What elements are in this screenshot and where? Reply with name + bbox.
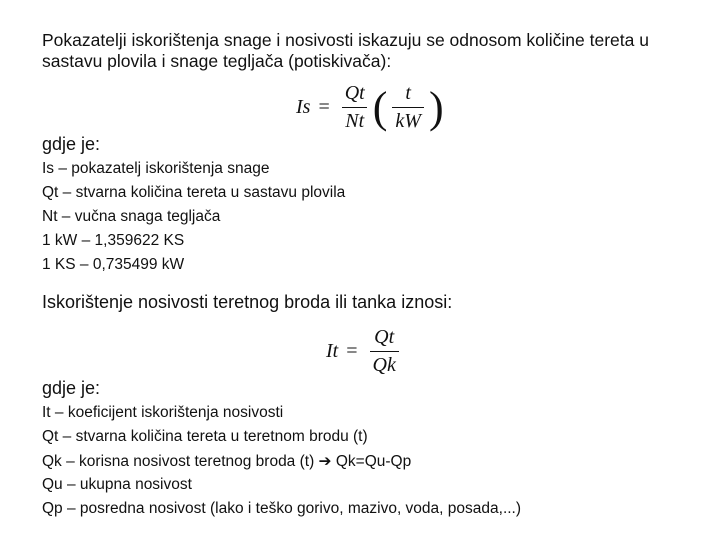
formula-is-paren-open: (: [372, 82, 388, 132]
defs2-item: Qp – posredna nosivost (lako i teško gorivo, mazivo, voda, posada,...): [42, 500, 522, 517]
formula-it-denominator: Qk: [370, 351, 399, 377]
formula-it: [326, 326, 403, 377]
formula-it-fraction: [370, 326, 399, 377]
formula-is-equals: =: [318, 96, 330, 118]
defs1-item: Nt – vučna snaga tegljača: [42, 208, 221, 225]
defs1-heading: gdje je:: [42, 134, 101, 154]
intro-line-2: sastavu plovila i snage tegljača (potiskivača):: [42, 51, 392, 71]
formula-is-fraction-1: [342, 82, 368, 133]
defs2-item: Qt – stvarna količina tereta u teretnom brodu (t): [42, 428, 368, 445]
formula-is-denominator-2: kW: [392, 107, 424, 133]
formula-it-equals: =: [346, 340, 358, 362]
formula-it-lhs: It: [326, 340, 339, 362]
defs1-item: 1 KS – 0,735499 kW: [42, 256, 185, 273]
formula-it-numerator: Qt: [374, 326, 395, 348]
defs1-item: Is – pokazatelj iskorištenja snage: [42, 160, 270, 177]
intro-line-1: Pokazatelji iskorištenja snage i nosivosti iskazuju se odnosom količine tereta u: [42, 30, 649, 50]
defs2-item: It – koeficijent iskorištenja nosivosti: [42, 404, 284, 421]
defs2-item: Qk – korisna nosivost teretnog broda (t) ➔ Qk=Qu-Qp: [42, 453, 412, 470]
defs1-item: 1 kW – 1,359622 KS: [42, 232, 185, 249]
formula-is-numerator-2: t: [405, 82, 411, 104]
defs2-item: Qu – ukupna nosivost: [42, 476, 192, 493]
formula-is-numerator-1: Qt: [344, 82, 365, 104]
formula-is-lhs: Is: [296, 96, 311, 118]
formula-is: [296, 82, 445, 133]
defs2-heading: gdje je:: [42, 378, 101, 398]
defs1-item: Qt – stvarna količina tereta u sastavu plovila: [42, 184, 346, 201]
formula-is-denominator-1: Nt: [342, 107, 367, 133]
formula-is-fraction-2: [392, 82, 424, 133]
section2-heading: Iskorištenje nosivosti teretnog broda ili tanka iznosi:: [42, 292, 453, 312]
formula-is-paren-close: ): [428, 82, 444, 132]
